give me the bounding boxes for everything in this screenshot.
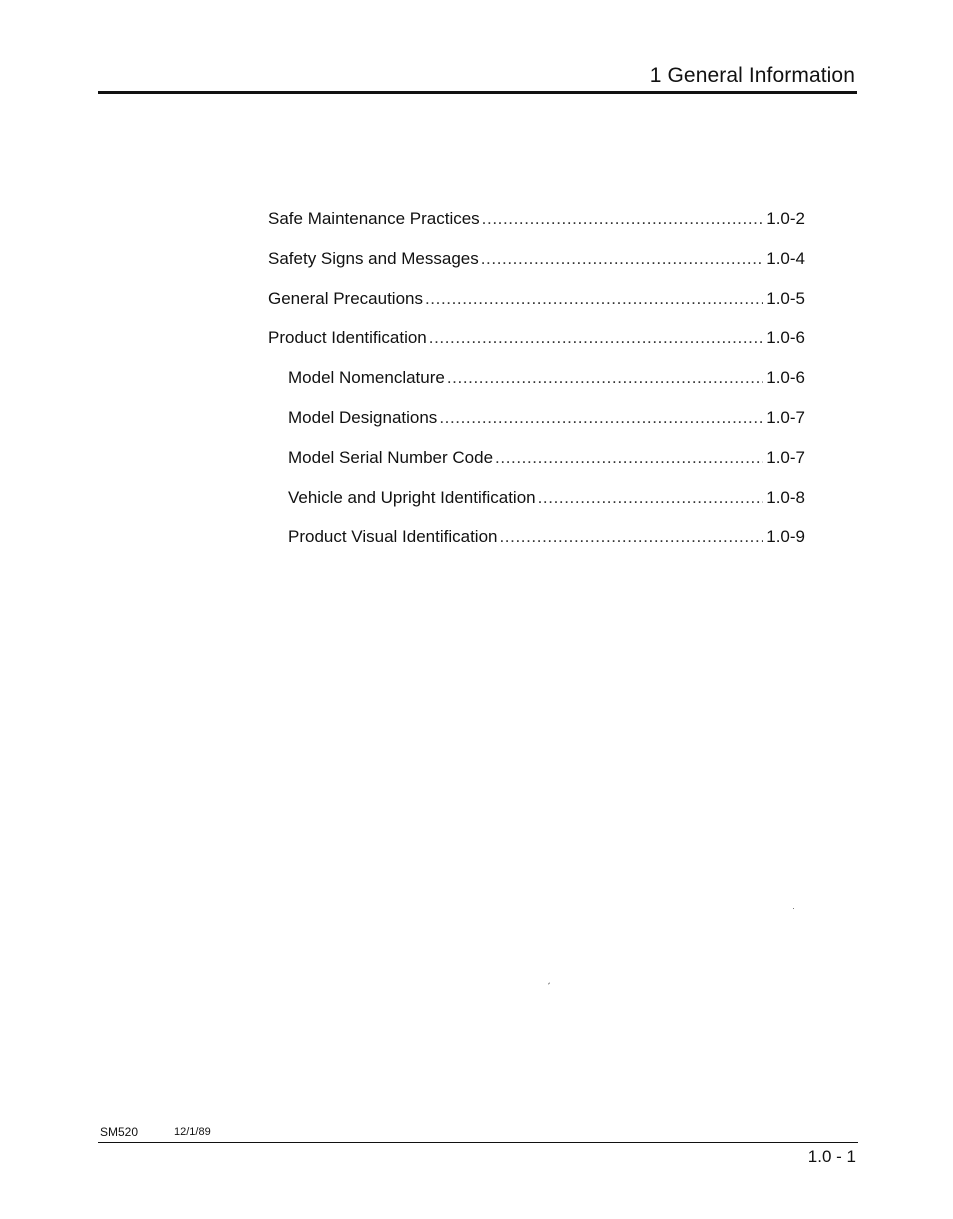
toc-dot-leader	[429, 328, 763, 348]
toc-entry-page: 1.0-7	[766, 447, 805, 467]
toc-entry-title: Model Nomenclature	[288, 368, 445, 388]
toc-entry-page: 1.0-8	[766, 487, 805, 507]
toc-entry-vehicle-and-upright-identification[interactable]	[268, 488, 805, 528]
toc-dot-leader	[439, 408, 763, 428]
scan-speck	[548, 982, 550, 984]
document-date: 12/1/89	[174, 1126, 211, 1138]
toc-dot-leader	[495, 448, 763, 468]
toc-entry-title: Product Identification	[268, 328, 427, 348]
toc-entry-page: 1.0-2	[766, 209, 805, 228]
toc-entry-title: Vehicle and Upright Identification	[288, 487, 536, 507]
toc-entry-general-precautions[interactable]	[268, 289, 805, 329]
document-id: SM520	[100, 1125, 139, 1139]
toc-dot-leader	[482, 209, 764, 229]
page-number: 1.0 - 1	[807, 1147, 856, 1166]
header-rule	[98, 91, 857, 94]
toc-entry-title: Safe Maintenance Practices	[268, 209, 480, 228]
toc-entry-page: 1.0-6	[766, 368, 805, 388]
toc-entry-page: 1.0-9	[766, 527, 805, 547]
toc-entry-title: Model Serial Number Code	[288, 447, 494, 467]
toc-dot-leader	[499, 527, 763, 547]
toc-entry-title: General Precautions	[268, 288, 423, 308]
toc-dot-leader	[538, 488, 764, 508]
page-title: 1 General Information	[649, 64, 855, 87]
toc-entry-safety-signs-and-messages[interactable]	[268, 249, 805, 289]
toc-entry-title: Product Visual Identification	[288, 527, 498, 547]
toc-entry-product-visual-identification[interactable]	[268, 527, 805, 567]
toc-entry-page: 1.0-7	[766, 407, 805, 427]
toc-entry-safe-maintenance-practices[interactable]	[268, 209, 805, 249]
page-header	[98, 62, 857, 96]
toc-entry-page: 1.0-6	[766, 328, 805, 348]
footer-rule	[98, 1142, 858, 1143]
page-footer	[98, 1125, 858, 1170]
toc-entry-title: Safety Signs and Messages	[268, 248, 479, 268]
toc-dot-leader	[481, 249, 764, 269]
toc-entry-model-designations[interactable]	[268, 408, 805, 448]
toc-dot-leader	[447, 368, 763, 388]
toc-entry-title: Model Designations	[288, 407, 438, 427]
scan-speck	[793, 908, 794, 909]
toc-dot-leader	[425, 289, 763, 309]
toc-entry-product-identification[interactable]	[268, 328, 805, 368]
toc-entry-model-nomenclature[interactable]	[268, 368, 805, 408]
toc-entry-page: 1.0-5	[766, 288, 805, 308]
table-of-contents	[268, 209, 805, 567]
toc-entry-model-serial-number-code[interactable]	[268, 448, 805, 488]
toc-entry-page: 1.0-4	[766, 248, 805, 268]
